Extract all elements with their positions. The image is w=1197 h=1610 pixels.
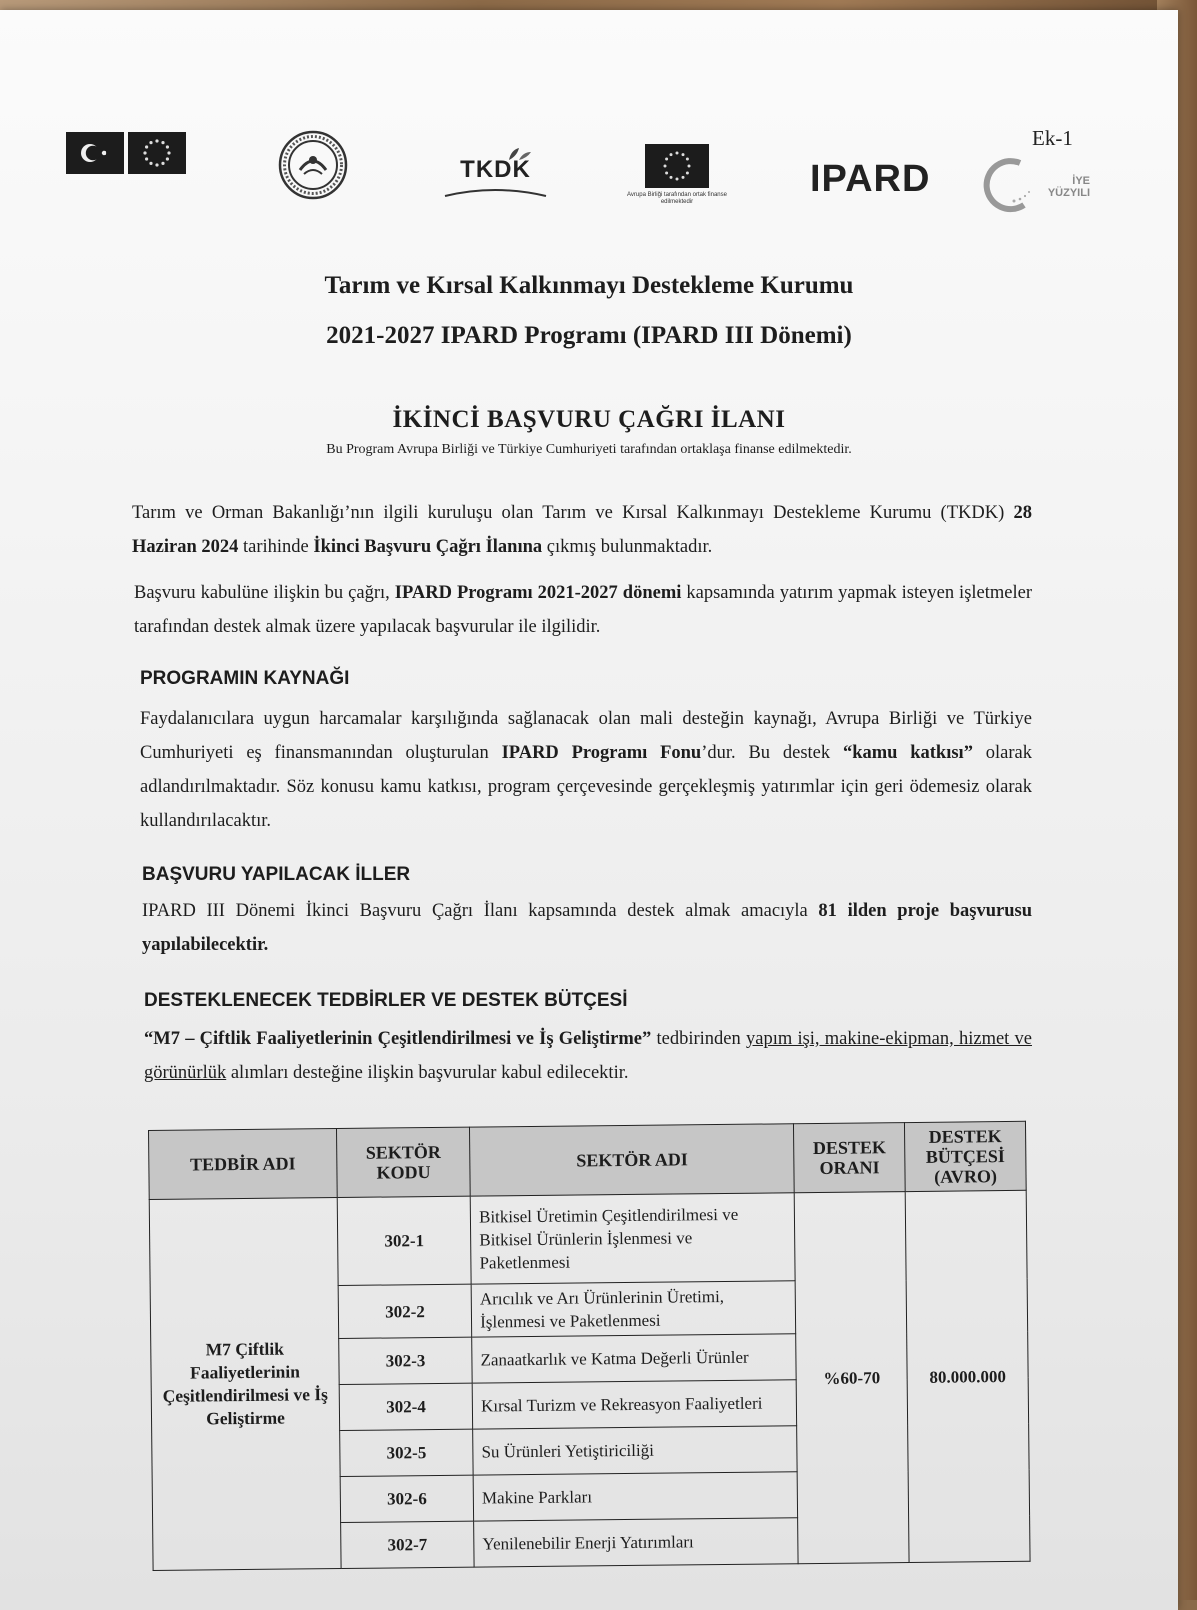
header-support-rate: DESTEK ORANI [794, 1123, 905, 1193]
provinces-text: IPARD III Dönemi İkinci Başvuru Çağrı İlanı kapsamında destek almak amacıyla [142, 901, 819, 921]
source-paragraph [140, 702, 1032, 838]
turkiye-yuzyili-logo [980, 155, 1090, 215]
header-sector-code: SEKTÖR KODU [336, 1127, 470, 1197]
measures-text: tedbirinden [651, 1029, 746, 1049]
sector-code-cell: 302-6 [340, 1475, 474, 1522]
program-period-bold: IPARD Programı 2021-2027 dönemi [394, 583, 682, 603]
expense-types-underlined: yapım işi, makine-ekipman, hizmet ve görünürlük [144, 1029, 1032, 1083]
table-row [149, 1190, 1027, 1287]
sector-name-cell: Kırsal Turizm ve Rekreasyon Faaliyetleri [472, 1380, 797, 1429]
intro-p1-text-2: tarihinde [238, 537, 314, 557]
measures-table [148, 1121, 1031, 1571]
intro-p1-text: Tarım ve Orman Bakanlığı’nın ilgili kuruluşu olan Tarım ve Kırsal Kalkınmayı Destekleme Kurumu (TKDK) [132, 503, 1014, 523]
measure-name-cell: M7 Çiftlik Faaliyetlerinin Çeşitlendirilmesi ve İş Geliştirme [149, 1198, 341, 1571]
support-rate-cell: %60-70 [794, 1192, 909, 1564]
document-page [0, 10, 1178, 1610]
sector-code-cell: 302-2 [338, 1284, 472, 1338]
support-budget-cell: 80.000.000 [905, 1190, 1030, 1562]
sector-name-cell: Bitkisel Üretimin Çeşitlendirilmesi ve Bitkisel Ürünlerin İşlenmesi ve Paketlenmesi [470, 1193, 795, 1284]
provinces-heading: BAŞVURU YAPILACAK İLLER [142, 864, 411, 885]
intro-p2-text-2: kapsamında yatırım yapmak isteyen işletmeler tarafından destek almak üzere yapılacak başvurular ile ilgilidir. [134, 583, 1032, 637]
source-text-2: ’dur. Bu destek [701, 743, 843, 763]
eu-caption: Avrupa Birliği tarafından ortak finanse edilmektedir [627, 192, 727, 205]
header-support-budget: DESTEK BÜTÇESİ (AVRO) [905, 1121, 1027, 1191]
sector-code-cell: 302-3 [339, 1337, 473, 1384]
program-title: 2021-2027 IPARD Programı (IPARD III Dönemi) [326, 322, 852, 349]
provinces-count-bold: 81 ilden proje başvurusu yapılabilecektir. [142, 901, 1032, 955]
yuzyil-text: İYE YÜZYILI [1047, 175, 1090, 199]
measures-heading: DESTEKLENECEK TEDBİRLER VE DESTEK BÜTÇESİ [144, 990, 628, 1011]
turkey-flag-icon [66, 132, 124, 174]
institution-title: Tarım ve Kırsal Kalkınmayı Destekleme Kurumu [324, 272, 854, 299]
sector-name-cell: Makine Parkları [473, 1472, 798, 1521]
provinces-paragraph [142, 894, 1032, 962]
table-header-row [149, 1121, 1027, 1199]
ministry-seal-logo [278, 130, 348, 200]
sector-code-cell: 302-1 [337, 1196, 471, 1285]
call-date: 28 Haziran 2024 [132, 503, 1032, 557]
call-title: İKİNCİ BAŞVURU ÇAĞRI İLANI [392, 406, 786, 433]
sector-name-cell: Yenilenebilir Enerji Yatırımları [474, 1518, 799, 1567]
sector-code-cell: 302-4 [339, 1383, 473, 1430]
header-sector-name: SEKTÖR ADI [470, 1124, 795, 1196]
header-measure-name: TEDBİR ADI [149, 1129, 338, 1200]
sector-code-cell: 302-5 [340, 1429, 474, 1476]
tkdk-logo [443, 146, 548, 204]
ipard-logo: IPARD [810, 158, 931, 200]
sector-name-cell: Su Ürünleri Yetiştiriciliği [473, 1426, 798, 1475]
cofinance-subtitle: Bu Program Avrupa Birliği ve Türkiye Cumhuriyeti tarafından ortaklaşa finanse edilmektedir. [326, 442, 852, 457]
sector-name-cell: Zanaatkarlık ve Katma Değerli Ürünler [472, 1334, 797, 1383]
flags-logo [66, 132, 190, 178]
eu-cofinance-logo [622, 144, 732, 210]
annex-label: Ek-1 [1032, 126, 1073, 150]
source-heading: PROGRAMIN KAYNAĞI [140, 668, 350, 689]
measures-paragraph [144, 1022, 1032, 1090]
sector-code-cell: 302-7 [341, 1521, 475, 1568]
eu-flag-icon [645, 144, 709, 188]
intro-paragraph-2 [134, 576, 1032, 644]
source-text: Faydalanıcılara uygun harcamalar karşılığında sağlanacak olan mali desteğin kaynağı, Avrupa Birliği ve Türkiye Cumhuriyeti eş finansmanından oluşturulan [140, 709, 1032, 763]
call-name-bold: İkinci Başvuru Çağrı İlanına [313, 537, 543, 557]
eu-flag-icon [128, 132, 186, 174]
intro-p1-text-3: çıkmış bulunmaktadır. [542, 537, 713, 557]
source-text-3: olarak adlandırılmaktadır. Söz konusu kamu katkısı, program çerçevesinde gerçekleşmiş yatırımlar için geri ödemesiz olarak kullandırılacaktır. [140, 743, 1032, 831]
measures-text-2: alımları desteğine ilişkin başvurular kabul edilecektir. [226, 1063, 629, 1083]
measure-name-bold: “M7 – Çiftlik Faaliyetlerinin Çeşitlendirilmesi ve İş Geliştirme” [144, 1029, 652, 1049]
intro-paragraph-1 [132, 496, 1032, 564]
tkdk-logo-text: TKDK [460, 156, 531, 183]
fund-name-bold: IPARD Programı Fonu [501, 743, 702, 763]
intro-p2-text: Başvuru kabulüne ilişkin bu çağrı, [134, 583, 395, 603]
public-contribution-bold: “kamu katkısı” [842, 743, 973, 763]
sector-name-cell: Arıcılık ve Arı Ürünlerinin Üretimi, İşlenmesi ve Paketlenmesi [471, 1281, 796, 1337]
